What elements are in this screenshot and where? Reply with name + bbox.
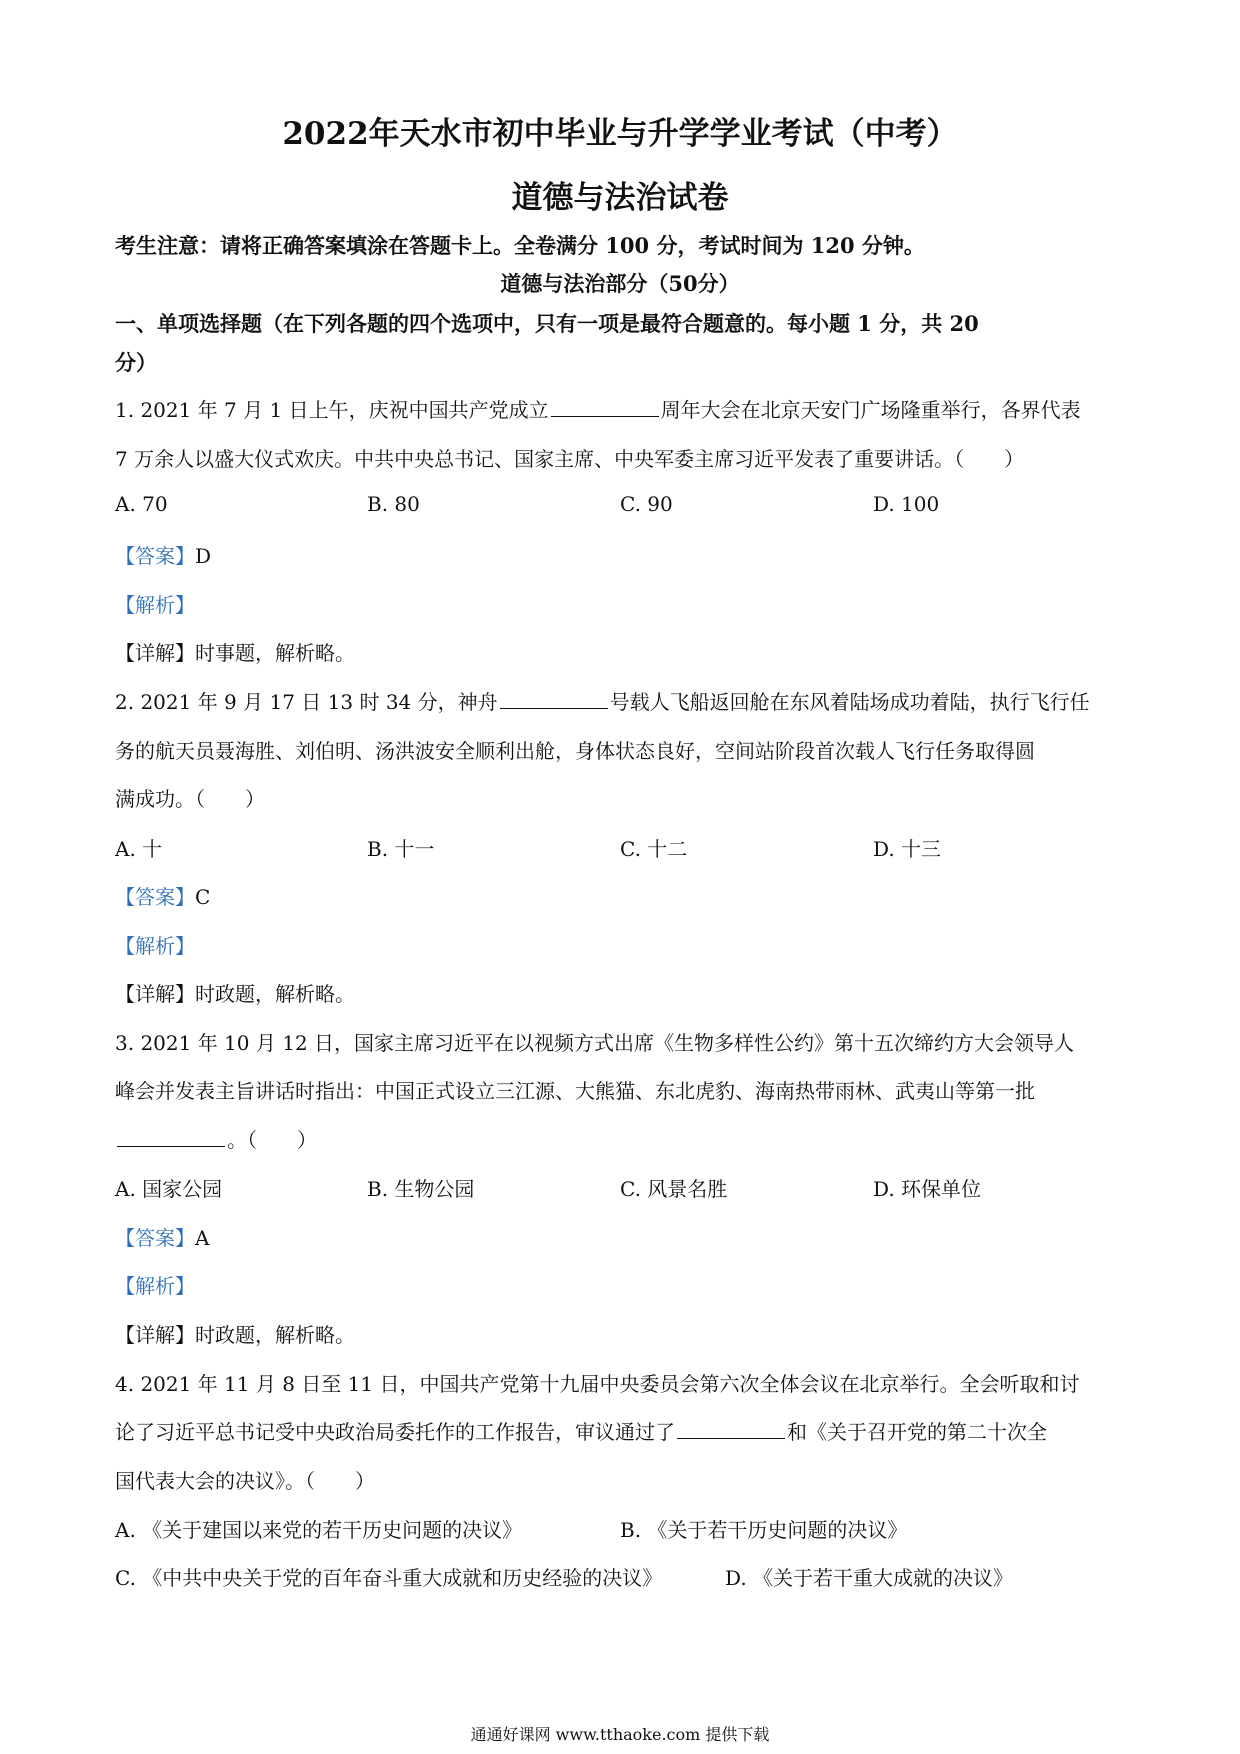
q1-option-c: C. 90 bbox=[620, 492, 673, 516]
detail-tag: 【详解】 bbox=[115, 982, 195, 1006]
detail-tag: 【详解】 bbox=[115, 1323, 195, 1347]
candidate-notice: 考生注意：请将正确答案填涂在答题卡上。全卷满分 100 分，考试时间为 120 分钟。 bbox=[115, 233, 925, 258]
q3-text: 。（ ） bbox=[227, 1128, 317, 1152]
q3-blank bbox=[117, 1128, 225, 1147]
q3-answer bbox=[115, 1222, 209, 1251]
q3-detail-text: 时政题，解析略。 bbox=[195, 1323, 355, 1347]
q4-line2 bbox=[115, 1416, 1047, 1445]
q2-line1 bbox=[115, 686, 1090, 715]
q3-answer-value: A bbox=[195, 1226, 210, 1250]
q2-text-a: 2. 2021 年 9 月 17 日 13 时 34 分，神舟 bbox=[115, 690, 498, 714]
q4-option-d: D. 《关于若干重大成就的决议》 bbox=[725, 1566, 1014, 1590]
q4-option-b: B. 《关于若干历史问题的决议》 bbox=[620, 1518, 908, 1542]
q1-line1 bbox=[115, 394, 1081, 423]
q2-answer bbox=[115, 881, 210, 910]
q2-option-d: D. 十三 bbox=[873, 837, 942, 861]
q3-detail bbox=[115, 1319, 355, 1348]
q2-option-a: A. 十 bbox=[115, 837, 163, 861]
q2-detail bbox=[115, 978, 355, 1007]
q2-line2: 务的航天员聂海胜、刘伯明、汤洪波安全顺利出舱，身体状态良好，空间站阶段首次载人飞行任务取得圆 bbox=[115, 739, 1035, 763]
q1-detail bbox=[115, 637, 355, 666]
analysis-tag: 【解析】 bbox=[115, 934, 195, 958]
q4-blank bbox=[677, 1420, 785, 1439]
q3-line1: 3. 2021 年 10 月 12 日，国家主席习近平在以视频方式出席《生物多样性公约》第十五次缔约方大会领导人 bbox=[115, 1031, 1075, 1055]
section-heading-line1: 一、单项选择题（在下列各题的四个选项中，只有一项是最符合题意的。每小题 1 分，共 20 bbox=[115, 311, 979, 336]
answer-tag: 【答案】 bbox=[115, 885, 195, 909]
q2-line3: 满成功。（ ） bbox=[115, 787, 265, 811]
q1-option-a: A. 70 bbox=[115, 492, 168, 516]
q2-analysis bbox=[115, 930, 195, 959]
q3-option-c: C. 风景名胜 bbox=[620, 1177, 728, 1201]
q1-answer-value: D bbox=[195, 544, 212, 568]
q2-answer-value: C bbox=[195, 885, 211, 909]
q1-analysis bbox=[115, 589, 195, 618]
q4-text-b: 和《关于召开党的第二十次全 bbox=[787, 1420, 1047, 1444]
q4-option-a: A. 《关于建国以来党的若干历史问题的决议》 bbox=[115, 1518, 523, 1542]
q1-option-d: D. 100 bbox=[873, 492, 940, 516]
section-heading-line2: 分） bbox=[115, 350, 157, 375]
exam-subtitle: 道德与法治试卷 bbox=[511, 180, 729, 216]
q4-line3: 国代表大会的决议》。（ ） bbox=[115, 1469, 375, 1493]
q1-text-b: 周年大会在北京天安门广场隆重举行，各界代表 bbox=[660, 398, 1081, 422]
q4-text-a: 论了习近平总书记受中央政治局委托作的工作报告，审议通过了 bbox=[115, 1420, 675, 1444]
q2-option-b: B. 十一 bbox=[367, 837, 435, 861]
q2-detail-text: 时政题，解析略。 bbox=[195, 982, 355, 1006]
q2-text-b: 号载人飞船返回舱在东风着陆场成功着陆，执行飞行任 bbox=[609, 690, 1090, 714]
detail-tag: 【详解】 bbox=[115, 641, 195, 665]
q3-analysis bbox=[115, 1270, 195, 1299]
q1-blank bbox=[551, 398, 659, 417]
analysis-tag: 【解析】 bbox=[115, 1274, 195, 1298]
q4-option-c: C. 《中共中央关于党的百年奋斗重大成就和历史经验的决议》 bbox=[115, 1566, 663, 1590]
q3-option-a: A. 国家公园 bbox=[115, 1177, 223, 1201]
q1-detail-text: 时事题，解析略。 bbox=[195, 641, 355, 665]
q1-line2: 7 万余人以盛大仪式欢庆。中共中央总书记、国家主席、中央军委主席习近平发表了重要讲话。（ ） bbox=[115, 447, 1025, 471]
q3-line2: 峰会并发表主旨讲话时指出：中国正式设立三江源、大熊猫、东北虎豹、海南热带雨林、武夷山等第一批 bbox=[115, 1079, 1035, 1103]
answer-tag: 【答案】 bbox=[115, 544, 195, 568]
q3-option-d: D. 环保单位 bbox=[873, 1177, 982, 1201]
answer-tag: 【答案】 bbox=[115, 1226, 195, 1250]
q1-answer bbox=[115, 540, 211, 569]
q2-blank bbox=[500, 690, 608, 709]
q1-text-a: 1. 2021 年 7 月 1 日上午，庆祝中国共产党成立 bbox=[115, 398, 549, 422]
analysis-tag: 【解析】 bbox=[115, 593, 195, 617]
page-footer: 通通好课网 www.tthaoke.com 提供下载 bbox=[470, 1725, 770, 1744]
part-heading: 道德与法治部分（50分） bbox=[500, 271, 740, 296]
q3-option-b: B. 生物公园 bbox=[367, 1177, 475, 1201]
q2-option-c: C. 十二 bbox=[620, 837, 688, 861]
q3-line3 bbox=[115, 1124, 317, 1153]
exam-title: 2022年天水市初中毕业与升学学业考试（中考） bbox=[282, 116, 958, 152]
q4-line1: 4. 2021 年 11 月 8 日至 11 日，中国共产党第十九届中央委员会第六次全体会议在北京举行。全会听取和讨 bbox=[115, 1372, 1080, 1396]
q1-option-b: B. 80 bbox=[367, 492, 420, 516]
